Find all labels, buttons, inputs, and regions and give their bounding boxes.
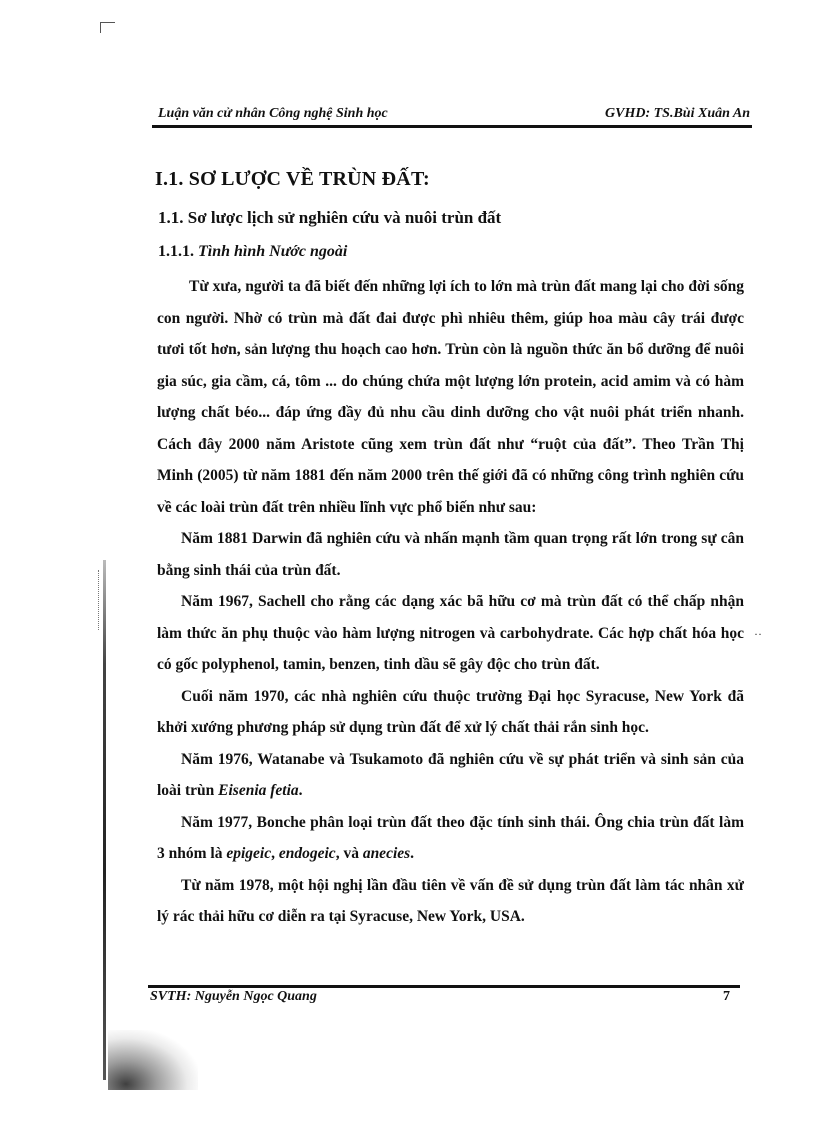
subsection-title: 1.1. Sơ lược lịch sử nghiên cứu và nuôi trùn đất [158, 208, 502, 227]
scan-binding-shadow [103, 560, 106, 1080]
paragraph-1967: Năm 1967, Sachell cho rằng các dạng xác bã hữu cơ mà trùn đất có thể chấp nhận làm thức ăn phụ thuộc vào hàm lượng nitrogen và carbohydrate. Các hợp chất hóa học có gốc polyphenol, tamin, benzen, tinh dầu sẽ gây độc cho trùn đất. [157, 593, 744, 673]
paragraph-1970: Cuối năm 1970, các nhà nghiên cứu thuộc trường Đại học Syracuse, New York đã khởi xướng phương pháp sử dụng trùn đất để xử lý chất thải rắn sinh học. [157, 687, 744, 736]
paragraph-1881: Năm 1881 Darwin đã nghiên cứu và nhấn mạnh tầm quan trọng rất lớn trong sự cân bằng sinh thái của trùn đất. [157, 530, 744, 579]
paragraph-1976 [157, 744, 744, 807]
scan-binding-dots [98, 570, 101, 630]
group-endogeic: endogeic [278, 845, 336, 862]
scan-smudge [108, 1030, 198, 1090]
header-rule [152, 125, 752, 128]
species-name: Eisenia fetia [218, 782, 299, 799]
header-thesis-title: Luận văn cử nhân Công nghệ Sinh học [158, 106, 388, 121]
footer-rule [148, 985, 740, 988]
section-title: I.1. SƠ LƯỢC VỀ TRÙN ĐẤT: [155, 168, 430, 190]
separator-1: , [271, 845, 279, 862]
stray-mark: ·· [754, 627, 762, 641]
separator-2: , và [335, 845, 363, 862]
subsubsection-number: 1.1.1. [158, 243, 194, 260]
paragraph-1978: Từ năm 1978, một hội nghị lần đầu tiên về vấn đề sử dụng trùn đất làm tác nhân xử lý rác thải hữu cơ diễn ra tại Syracuse, New York, USA. [157, 876, 744, 925]
subsubsection-title [158, 243, 347, 261]
scan-corner-mark [100, 22, 115, 33]
group-anecies: anecies [362, 845, 411, 862]
body-text [157, 271, 744, 933]
paragraph-1977-end: . [410, 845, 415, 862]
paragraph-intro: Từ xưa, người ta đã biết đến những lợi ích to lớn mà trùn đất mang lại cho đời sống con người. Nhờ có trùn mà đất đai được phì nhiêu thêm, giúp hoa màu cây trái được tươi tốt hơn, sản lượng thu hoạch cao hơn. Trùn còn là nguồn thức ăn bổ dưỡng để nuôi gia súc, gia cầm, cá, tôm ... do chúng chứa một lượng lớn protein, acid amim và có hàm lượng chất béo... đáp ứng đầy đủ nhu cầu dinh dưỡng cho vật nuôi phát triển nhanh. Cách đây 2000 năm Aristote cũng xem trùn đất như “ruột của đất”. Theo Trần Thị Minh (2005) từ năm 1881 đến năm 2000 trên thế giới đã có những công trình nghiên cứu về các loài trùn đất trên nhiều lĩnh vực phổ biến như sau: [157, 278, 744, 516]
header-supervisor: GVHD: TS.Bùi Xuân An [605, 106, 750, 121]
paragraph-1976-text: Năm 1976, Watanabe và Tsukamoto đã nghiên cứu về sự phát triển và sinh sản của loài trùn [157, 750, 744, 799]
subsubsection-label: Tình hình Nước ngoài [198, 243, 348, 260]
group-epigeic: epigeic [226, 845, 272, 862]
paragraph-1977 [157, 807, 744, 870]
page-number: 7 [723, 989, 730, 1004]
paragraph-1977-text: Năm 1977, Bonche phân loại trùn đất theo đặc tính sinh thái. Ông chia trùn đất làm 3 nhóm là [157, 813, 744, 862]
footer-student: SVTH: Nguyễn Ngọc Quang [150, 989, 317, 1004]
page-header [158, 106, 750, 126]
paragraph-1976-end: . [298, 782, 303, 799]
